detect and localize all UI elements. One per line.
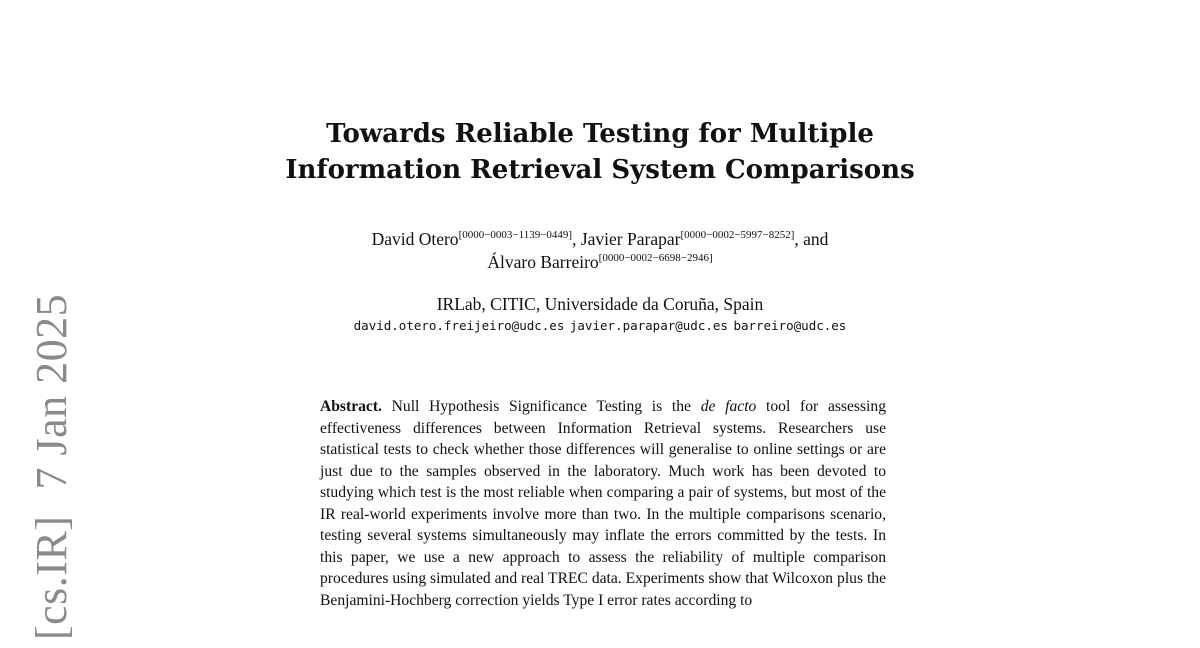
abstract-paragraph [320,396,886,611]
abstract [320,396,886,611]
authors-line-2 [0,251,1200,274]
author-name: Javier Parapar [580,229,681,249]
abstract-heading: Abstract. [320,398,382,415]
arxiv-date: 7 Jan 2025 [27,293,76,490]
affiliation: IRLab, CITIC, Universidade da Coruña, Spain [436,294,764,314]
author-separator: , and [794,229,829,249]
abstract-body: tool for assessing effectiveness differences between Information Retrieval systems. Researchers use statistical tests to check whether those differences will generalise to online settings or are just due to the samples observed in the laboratory. Much work has been devoted to studying which test is the most reliable when comparing a pair of systems, but most of the IR real-world experiments involve more than two. In the multiple comparisons scenario, testing several systems simultaneously may inflate the errors committed by the tests. In this paper, we use a new approach to assess the reliability of multiple comparison procedures using simulated and real TREC data. Experiments show that Wilcoxon plus the Benjamini-Hochberg correction yields Type I error rates according to [320,398,886,609]
title-line-1: Towards Reliable Testing for Multiple [326,119,874,149]
author-list [0,228,1200,274]
abstract-intro: Null Hypothesis Significance Testing is the [381,398,701,415]
arxiv-category: [cs.IR] [27,515,76,640]
author-emails: david.otero.freijeiro@udc.es javier.parapar@udc.es barreiro@udc.es [353,318,847,333]
author-orcid: [0000−0002−5997−8252] [680,229,795,241]
arxiv-identifier-stamp [26,294,77,640]
author-orcid: [0000−0002−6698−2946] [598,252,713,264]
author-orcid: [0000−0003−1139−0449] [458,229,573,241]
author-name: David Otero [371,229,459,249]
abstract-emphasis: de facto [700,398,757,415]
title-line-2: Information Retrieval System Comparisons [285,155,915,185]
author-name: Álvaro Barreiro [487,252,599,272]
authors-line-1 [0,228,1200,251]
author-separator: , [572,229,581,249]
paper-title [0,116,1200,188]
